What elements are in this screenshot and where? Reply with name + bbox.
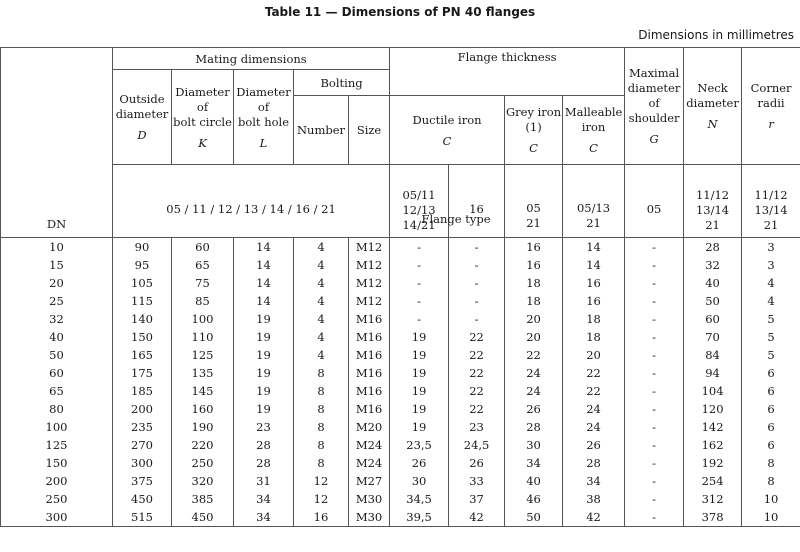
header-symbol: r (768, 117, 774, 131)
header-line: bolt circle (173, 114, 232, 129)
cell-max-shoulder: - (625, 346, 684, 364)
cell-ductile-iron-b: 24,5 (449, 436, 505, 454)
cell-ductile-iron-b: 22 (449, 364, 505, 382)
header-type-radii (742, 165, 800, 238)
cell-neck-diameter: 60 (684, 310, 742, 328)
table-row (1, 274, 800, 292)
cell-dn: 150 (1, 454, 113, 472)
cell-bolt-hole: 34 (234, 508, 294, 527)
header-type-ductile-a (390, 165, 449, 238)
cell-ductile-iron-a: 23,5 (390, 436, 449, 454)
cell-malleable-iron: 26 (563, 436, 625, 454)
table-row (1, 382, 800, 400)
cell-bolt-number: 8 (294, 400, 349, 418)
header-corner-radii (742, 48, 800, 165)
cell-grey-iron: 24 (505, 364, 563, 382)
cell-outside-diameter: 235 (113, 418, 172, 436)
cell-bolt-size: M12 (349, 256, 390, 274)
cell-grey-iron: 18 (505, 274, 563, 292)
table-row (1, 292, 800, 310)
header-line: (1) (525, 120, 542, 134)
cell-bolt-number: 12 (294, 472, 349, 490)
header-symbol: C (529, 141, 538, 155)
cell-bolt-hole: 14 (234, 238, 294, 257)
cell-ductile-iron-b: 37 (449, 490, 505, 508)
cell-dn: 60 (1, 364, 113, 382)
cell-bolt-circle: 320 (172, 472, 234, 490)
header-type-grey (505, 165, 563, 238)
header-line: of (257, 99, 270, 114)
header-type-neck (684, 165, 742, 238)
header-type-shoulder: 05 (625, 165, 684, 238)
cell-bolt-number: 4 (294, 328, 349, 346)
cell-ductile-iron-a: - (390, 256, 449, 274)
cell-corner-radius: 6 (742, 364, 800, 382)
table-row (1, 400, 800, 418)
header-symbol: C (589, 141, 598, 155)
header-type-malleable (563, 165, 625, 238)
cell-outside-diameter: 200 (113, 400, 172, 418)
header-line: 21 (586, 216, 601, 230)
cell-neck-diameter: 192 (684, 454, 742, 472)
cell-max-shoulder: - (625, 364, 684, 382)
table-row (1, 364, 800, 382)
header-max-shoulder (625, 48, 684, 165)
cell-bolt-circle: 65 (172, 256, 234, 274)
cell-malleable-iron: 24 (563, 400, 625, 418)
cell-grey-iron: 46 (505, 490, 563, 508)
cell-corner-radius: 10 (742, 508, 800, 527)
cell-bolt-size: M16 (349, 400, 390, 418)
cell-grey-iron: 26 (505, 400, 563, 418)
cell-bolt-circle: 190 (172, 418, 234, 436)
cell-grey-iron: 28 (505, 418, 563, 436)
header-line: 11/12 (695, 188, 730, 202)
cell-max-shoulder: - (625, 436, 684, 454)
header-neck-diameter (684, 48, 742, 165)
cell-ductile-iron-a: 19 (390, 418, 449, 436)
header-type-mating: 05 / 11 / 12 / 13 / 14 / 16 / 21 (113, 165, 390, 238)
header-flange-type: Flange type (421, 212, 491, 226)
cell-bolt-size: M16 (349, 328, 390, 346)
cell-bolt-size: M12 (349, 292, 390, 310)
table-title: Table 11 — Dimensions of PN 40 flanges (264, 5, 536, 19)
cell-neck-diameter: 378 (684, 508, 742, 527)
cell-bolt-size: M16 (349, 310, 390, 328)
cell-malleable-iron: 14 (563, 256, 625, 274)
header-line: radii (757, 96, 785, 110)
cell-bolt-circle: 100 (172, 310, 234, 328)
header-line: 13/14 (695, 203, 730, 217)
header-line: 05/11 (402, 188, 436, 202)
cell-malleable-iron: 22 (563, 364, 625, 382)
cell-corner-radius: 3 (742, 256, 800, 274)
cell-corner-radius: 6 (742, 418, 800, 436)
cell-outside-diameter: 375 (113, 472, 172, 490)
cell-ductile-iron-a: 19 (390, 364, 449, 382)
cell-malleable-iron: 18 (563, 328, 625, 346)
cell-corner-radius: 6 (742, 400, 800, 418)
cell-bolt-hole: 19 (234, 346, 294, 364)
cell-ductile-iron-b: 22 (449, 328, 505, 346)
cell-dn: 65 (1, 382, 113, 400)
cell-outside-diameter: 150 (113, 328, 172, 346)
table-row (1, 436, 800, 454)
cell-max-shoulder: - (625, 256, 684, 274)
header-dn: DN (1, 48, 113, 238)
table-row (1, 310, 800, 328)
cell-bolt-number: 4 (294, 274, 349, 292)
cell-ductile-iron-b: 23 (449, 418, 505, 436)
cell-ductile-iron-b: 42 (449, 508, 505, 527)
cell-malleable-iron: 38 (563, 490, 625, 508)
header-line: 12/13 (402, 203, 436, 217)
cell-dn: 100 (1, 418, 113, 436)
cell-bolt-size: M16 (349, 346, 390, 364)
cell-bolt-size: M16 (349, 382, 390, 400)
table-row (1, 346, 800, 364)
cell-bolt-circle: 135 (172, 364, 234, 382)
cell-ductile-iron-b: - (449, 256, 505, 274)
cell-bolt-hole: 19 (234, 382, 294, 400)
cell-max-shoulder: - (625, 274, 684, 292)
cell-bolt-number: 4 (294, 310, 349, 328)
cell-corner-radius: 8 (742, 472, 800, 490)
cell-ductile-iron-b: 26 (449, 454, 505, 472)
cell-dn: 32 (1, 310, 113, 328)
cell-ductile-iron-b: 33 (449, 472, 505, 490)
cell-outside-diameter: 515 (113, 508, 172, 527)
header-line: 05/13 (576, 201, 611, 215)
cell-bolt-hole: 14 (234, 256, 294, 274)
cell-max-shoulder: - (625, 490, 684, 508)
cell-ductile-iron-a: - (390, 292, 449, 310)
header-line: 14/21 (402, 218, 436, 232)
table-row (1, 508, 800, 527)
cell-bolt-circle: 60 (172, 238, 234, 257)
cell-bolt-circle: 160 (172, 400, 234, 418)
cell-malleable-iron: 18 (563, 310, 625, 328)
cell-corner-radius: 6 (742, 382, 800, 400)
cell-bolt-size: M30 (349, 490, 390, 508)
cell-outside-diameter: 165 (113, 346, 172, 364)
cell-grey-iron: 40 (505, 472, 563, 490)
cell-bolt-number: 4 (294, 346, 349, 364)
cell-ductile-iron-a: 19 (390, 400, 449, 418)
header-symbol: L (259, 135, 268, 150)
cell-dn: 80 (1, 400, 113, 418)
cell-malleable-iron: 16 (563, 292, 625, 310)
table-row (1, 238, 800, 257)
header-mating-dimensions: Mating dimensions (113, 48, 390, 70)
cell-bolt-hole: 28 (234, 436, 294, 454)
header-grey-iron (505, 96, 563, 165)
table-row (1, 490, 800, 508)
cell-outside-diameter: 300 (113, 454, 172, 472)
cell-ductile-iron-b: 22 (449, 346, 505, 364)
cell-malleable-iron: 42 (563, 508, 625, 527)
cell-bolt-hole: 31 (234, 472, 294, 490)
cell-bolt-circle: 125 (172, 346, 234, 364)
header-line: Ductile iron (412, 112, 482, 127)
cell-bolt-hole: 14 (234, 292, 294, 310)
cell-bolt-hole: 19 (234, 310, 294, 328)
cell-dn: 20 (1, 274, 113, 292)
cell-max-shoulder: - (625, 472, 684, 490)
cell-neck-diameter: 70 (684, 328, 742, 346)
cell-ductile-iron-a: 19 (390, 328, 449, 346)
cell-bolt-hole: 19 (234, 400, 294, 418)
cell-dn: 25 (1, 292, 113, 310)
cell-neck-diameter: 50 (684, 292, 742, 310)
cell-dn: 10 (1, 238, 113, 257)
header-line: bolt hole (237, 114, 290, 129)
cell-grey-iron: 18 (505, 292, 563, 310)
cell-max-shoulder: - (625, 310, 684, 328)
header-symbol: D (137, 128, 147, 142)
header-symbol: C (442, 133, 452, 148)
cell-neck-diameter: 104 (684, 382, 742, 400)
header-line: 11/12 (754, 188, 788, 202)
cell-ductile-iron-b: 22 (449, 400, 505, 418)
cell-malleable-iron: 34 (563, 472, 625, 490)
cell-corner-radius: 10 (742, 490, 800, 508)
table-row (1, 454, 800, 472)
cell-dn: 125 (1, 436, 113, 454)
cell-ductile-iron-a: 26 (390, 454, 449, 472)
header-line: Diameter (175, 84, 230, 99)
header-line: Corner (750, 81, 792, 95)
header-line: shoulder (628, 111, 680, 125)
cell-bolt-hole: 28 (234, 454, 294, 472)
cell-bolt-number: 8 (294, 418, 349, 436)
cell-outside-diameter: 185 (113, 382, 172, 400)
cell-max-shoulder: - (625, 508, 684, 527)
cell-corner-radius: 5 (742, 346, 800, 364)
cell-bolt-size: M27 (349, 472, 390, 490)
header-symbol: G (649, 132, 659, 146)
header-line: Diameter (236, 84, 291, 99)
cell-bolt-number: 8 (294, 364, 349, 382)
cell-ductile-iron-b: - (449, 310, 505, 328)
header-ductile-iron (390, 96, 505, 165)
cell-bolt-hole: 14 (234, 274, 294, 292)
cell-bolt-circle: 145 (172, 382, 234, 400)
cell-dn: 250 (1, 490, 113, 508)
cell-max-shoulder: - (625, 382, 684, 400)
cell-neck-diameter: 254 (684, 472, 742, 490)
cell-neck-diameter: 28 (684, 238, 742, 257)
cell-neck-diameter: 84 (684, 346, 742, 364)
cell-outside-diameter: 105 (113, 274, 172, 292)
cell-bolt-hole: 19 (234, 328, 294, 346)
header-bolting-number: Number (294, 96, 349, 165)
header-line: Neck (697, 81, 728, 95)
cell-outside-diameter: 175 (113, 364, 172, 382)
cell-neck-diameter: 40 (684, 274, 742, 292)
cell-grey-iron: 16 (505, 238, 563, 257)
header-line: diameter (686, 96, 739, 110)
table-row (1, 418, 800, 436)
header-line: 21 (705, 218, 720, 232)
header-malleable-iron (563, 96, 625, 165)
header-type-ductile-b: 16 (449, 165, 505, 238)
cell-bolt-number: 8 (294, 454, 349, 472)
cell-bolt-number: 16 (294, 508, 349, 527)
cell-outside-diameter: 140 (113, 310, 172, 328)
cell-max-shoulder: - (625, 328, 684, 346)
cell-grey-iron: 20 (505, 310, 563, 328)
cell-grey-iron: 22 (505, 346, 563, 364)
cell-neck-diameter: 32 (684, 256, 742, 274)
cell-max-shoulder: - (625, 238, 684, 257)
cell-bolt-circle: 250 (172, 454, 234, 472)
header-line: of (196, 99, 209, 114)
header-line: 05 (526, 201, 541, 215)
header-line: diameter (627, 81, 681, 95)
cell-bolt-circle: 75 (172, 274, 234, 292)
cell-bolt-number: 4 (294, 238, 349, 257)
cell-bolt-size: M24 (349, 436, 390, 454)
header-line: of (648, 96, 660, 110)
cell-ductile-iron-a: 34,5 (390, 490, 449, 508)
cell-dn: 300 (1, 508, 113, 527)
cell-bolt-circle: 110 (172, 328, 234, 346)
cell-corner-radius: 3 (742, 238, 800, 257)
cell-bolt-circle: 450 (172, 508, 234, 527)
header-bolting-size: Size (349, 96, 390, 165)
cell-ductile-iron-b: 22 (449, 382, 505, 400)
header-line: iron (581, 120, 606, 134)
cell-malleable-iron: 20 (563, 346, 625, 364)
cell-bolt-size: M12 (349, 274, 390, 292)
cell-ductile-iron-a: 39,5 (390, 508, 449, 527)
cell-max-shoulder: - (625, 400, 684, 418)
cell-bolt-hole: 34 (234, 490, 294, 508)
cell-bolt-number: 12 (294, 490, 349, 508)
cell-corner-radius: 4 (742, 292, 800, 310)
table-row (1, 328, 800, 346)
cell-grey-iron: 34 (505, 454, 563, 472)
cell-malleable-iron: 16 (563, 274, 625, 292)
header-line: 13/14 (754, 203, 788, 217)
cell-ductile-iron-b: - (449, 274, 505, 292)
cell-ductile-iron-a: 19 (390, 346, 449, 364)
cell-corner-radius: 8 (742, 454, 800, 472)
header-line: 21 (526, 216, 541, 230)
cell-malleable-iron: 24 (563, 418, 625, 436)
cell-neck-diameter: 312 (684, 490, 742, 508)
cell-dn: 200 (1, 472, 113, 490)
header-outside-diameter (113, 70, 172, 165)
cell-ductile-iron-a: - (390, 274, 449, 292)
header-bolting: Bolting (294, 70, 390, 96)
cell-malleable-iron: 22 (563, 382, 625, 400)
cell-outside-diameter: 450 (113, 490, 172, 508)
cell-bolt-size: M30 (349, 508, 390, 527)
table-row (1, 256, 800, 274)
cell-ductile-iron-b: - (449, 292, 505, 310)
unit-note: Dimensions in millimetres (638, 28, 794, 42)
cell-grey-iron: 24 (505, 382, 563, 400)
cell-bolt-size: M12 (349, 238, 390, 257)
header-line: Malleable (564, 105, 623, 119)
header-line: 21 (763, 218, 779, 232)
cell-dn: 50 (1, 346, 113, 364)
cell-bolt-size: M16 (349, 364, 390, 382)
cell-corner-radius: 5 (742, 328, 800, 346)
header-bolt-hole (234, 70, 294, 165)
cell-bolt-number: 4 (294, 256, 349, 274)
table-row (1, 472, 800, 490)
cell-bolt-size: M20 (349, 418, 390, 436)
header-line: diameter (115, 107, 169, 121)
cell-malleable-iron: 28 (563, 454, 625, 472)
cell-bolt-hole: 23 (234, 418, 294, 436)
cell-outside-diameter: 115 (113, 292, 172, 310)
cell-outside-diameter: 90 (113, 238, 172, 257)
cell-outside-diameter: 95 (113, 256, 172, 274)
cell-bolt-circle: 220 (172, 436, 234, 454)
cell-ductile-iron-a: - (390, 310, 449, 328)
cell-corner-radius: 5 (742, 310, 800, 328)
cell-max-shoulder: - (625, 292, 684, 310)
header-line: Maximal (628, 66, 680, 80)
cell-corner-radius: 4 (742, 274, 800, 292)
header-line: Grey iron (505, 105, 562, 119)
cell-neck-diameter: 94 (684, 364, 742, 382)
cell-bolt-circle: 85 (172, 292, 234, 310)
header-symbol: N (707, 117, 718, 131)
cell-ductile-iron-a: 19 (390, 382, 449, 400)
cell-bolt-circle: 385 (172, 490, 234, 508)
cell-bolt-number: 4 (294, 292, 349, 310)
cell-grey-iron: 50 (505, 508, 563, 527)
cell-neck-diameter: 120 (684, 400, 742, 418)
cell-dn: 40 (1, 328, 113, 346)
header-symbol: K (198, 135, 207, 150)
cell-bolt-number: 8 (294, 382, 349, 400)
cell-bolt-size: M24 (349, 454, 390, 472)
cell-grey-iron: 16 (505, 256, 563, 274)
cell-outside-diameter: 270 (113, 436, 172, 454)
cell-ductile-iron-a: 30 (390, 472, 449, 490)
cell-ductile-iron-b: - (449, 238, 505, 257)
cell-dn: 15 (1, 256, 113, 274)
cell-grey-iron: 30 (505, 436, 563, 454)
cell-bolt-hole: 19 (234, 364, 294, 382)
cell-max-shoulder: - (625, 418, 684, 436)
header-line: Outside (119, 92, 165, 106)
table-body (1, 238, 800, 527)
cell-max-shoulder: - (625, 454, 684, 472)
cell-neck-diameter: 162 (684, 436, 742, 454)
cell-corner-radius: 6 (742, 436, 800, 454)
cell-grey-iron: 20 (505, 328, 563, 346)
dimensions-table (0, 47, 800, 527)
cell-ductile-iron-a: - (390, 238, 449, 257)
cell-bolt-number: 8 (294, 436, 349, 454)
header-bolt-circle (172, 70, 234, 165)
header-flange-thickness: Flange thickness (390, 48, 625, 96)
cell-neck-diameter: 142 (684, 418, 742, 436)
cell-malleable-iron: 14 (563, 238, 625, 257)
